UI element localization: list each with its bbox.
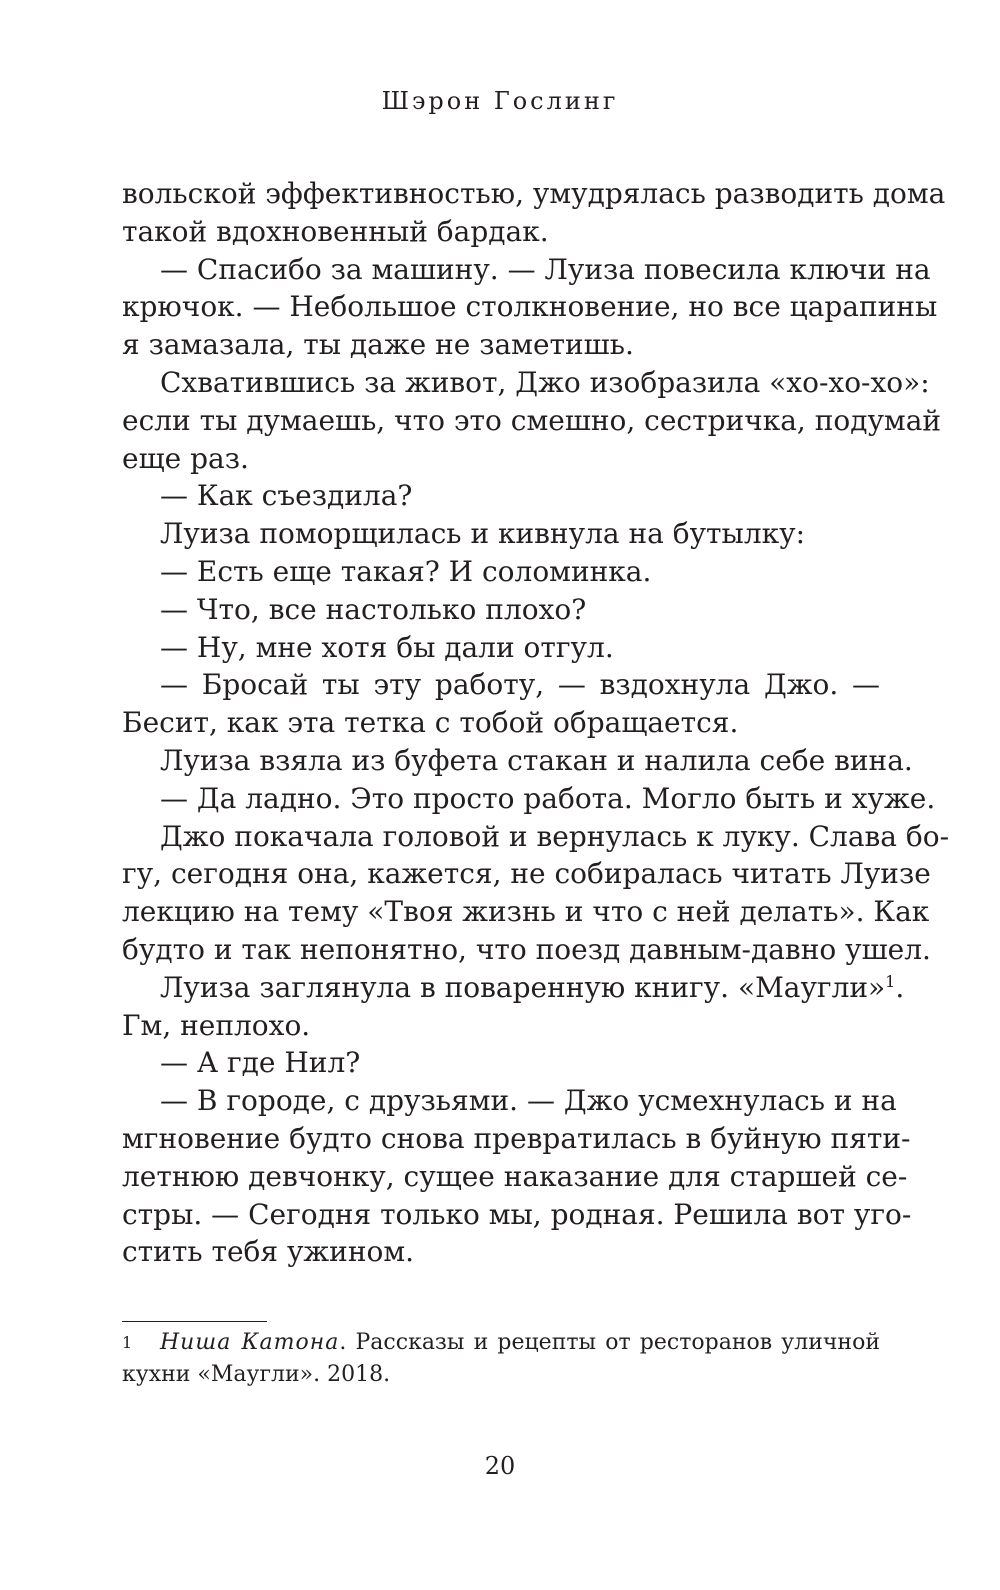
text-line: — Есть еще такая? И соломинка. (160, 554, 652, 588)
footnote-reference[interactable]: 1 (885, 971, 896, 991)
text-line: лекцию на тему «Твоя жизнь и что с ней делать». Как (122, 895, 930, 929)
text-line: Луиза взяла из буфета стакан и налила себе вина. (160, 743, 913, 777)
text-line: если ты думаешь, что это смешно, сестричка, подумай (122, 403, 942, 437)
text-line: Бесит, как эта тетка с тобой обращается. (122, 706, 739, 740)
footnote-reference-period: . (895, 970, 905, 1004)
text-line: Гм, неплохо. (122, 1008, 311, 1042)
footnote-text: . Рассказы и рецепты от ресторанов уличной (339, 1330, 880, 1355)
text-line: гу, сегодня она, кажется, не собиралась читать Луизе (122, 857, 931, 891)
text-line: — Ну, мне хотя бы дали отгул. (160, 630, 614, 664)
text-line (122, 969, 905, 1007)
text-line: — А где Нил? (160, 1046, 361, 1080)
footnote-number: 1 (122, 1333, 133, 1352)
text-line: летнюю девчонку, сущее наказание для старшей се- (122, 1159, 908, 1193)
footnote-line (122, 1327, 880, 1359)
text-line: — Спасибо за машину. — Луиза повесила ключи на (160, 252, 931, 286)
text-line: — Что, все настолько плохо? (160, 592, 587, 626)
text-line: крючок. — Небольшое столкновение, но все царапины (122, 290, 938, 324)
text-line-content: Луиза заглянула в поваренную книгу. «Маугли» (160, 970, 886, 1004)
text-line: Джо покачала головой и вернулась к луку. Слава бо- (160, 819, 950, 853)
text-line: еще раз. (122, 441, 249, 475)
text-line: Схватившись за живот, Джо изобразила «хо-хо-хо»: (160, 365, 930, 399)
text-line: вольской эффективностью, умудрялась разводить дома (122, 177, 946, 210)
text-line: мгновение будто снова превратилась в буйную пяти- (122, 1121, 911, 1155)
footnote-divider (122, 1321, 267, 1322)
text-line: — Бросай ты эту работу, — вздохнула Джо. — (160, 668, 880, 702)
text-line: будто и так непонятно, что поезд давным-давно ушел. (122, 932, 931, 966)
footnote-author: Ниша Катона (160, 1330, 340, 1355)
text-line: — Как съездила? (160, 479, 413, 513)
text-line: стить тебя ужином. (122, 1235, 415, 1269)
running-head: Шэрон Гослинг (381, 87, 619, 115)
page-number: 20 (484, 1452, 516, 1480)
text-line: — В городе, с друзьями. — Джо усмехнулась и на (160, 1084, 897, 1118)
text-line: стры. — Сегодня только мы, родная. Решила вот уго- (122, 1197, 912, 1231)
text-line: я замазала, ты даже не заметишь. (122, 328, 634, 362)
body-text (122, 175, 950, 1271)
footnote-line: кухни «Маугли». 2018. (122, 1362, 391, 1387)
text-line: такой вдохновенный бардак. (122, 214, 549, 248)
text-line: — Да ладно. Это просто работа. Могло быть и хуже. (160, 781, 936, 815)
footnote (122, 1327, 880, 1391)
text-line: Луиза поморщилась и кивнула на бутылку: (160, 517, 806, 551)
